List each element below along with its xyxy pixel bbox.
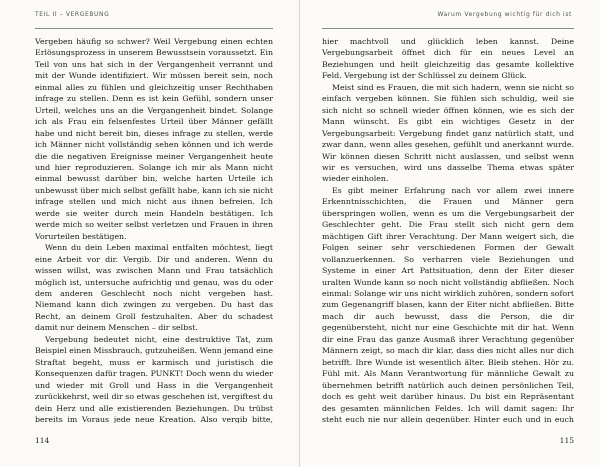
running-head <box>0 8 299 20</box>
body-text <box>35 36 273 423</box>
right-page <box>300 0 600 467</box>
page-number: 114 <box>35 436 50 445</box>
header-rule <box>322 28 574 29</box>
paragraph: Vergeben häufig so schwer? Weil Vergebung einen echten Erlösungsprozess in unserem Bewusstsein voraussetzt. Ein Teil von uns hat sich in der Vergangenheit verrannt und mit der Wunde identifiziert. Wir müssen bereit sein, noch einmal alles zu fühlen und gleichzeitig unser Rechthaben infrage zu stellen. Denn es ist kein Gefühl, sondern unser Urteil, welches uns an die Vergangenheit bindet. Solange ich als Frau ein felsenfestes Urteil über Männer gefällt habe und nicht bereit bin, dieses infrage zu stellen, werde ich Männer nicht vollständig sehen können und ich werde die die negativen Ereignisse meiner Vergangenheit heute und hier reproduzieren. Solange ich mir als Mann nicht einmal bewusst darüber bin, welche harten Urteile ich unbewusst über mich selbst gefällt habe, kann ich sie nicht infrage stellen und mich nicht aus ihnen befreien. Ich werde sie weiter durch mein Handeln bestätigen. Ich werde mich so weiter selbst verletzen und Frauen in ihren Vorurteilen bestätigen. <box>35 37 273 241</box>
paragraph: hier machtvoll und glücklich leben kannst. Deine Vergebungsarbeit öffnet dich für ein neues Level an Beziehungen und heilt gleichzeitig das gesamte kollektive Feld. Vergebung ist der Schlüssel zu deinem Glück. <box>322 37 574 81</box>
paragraph: Es gibt meiner Erfahrung nach vor allem zwei innere Erkenntnisschichten, die Frauen und Männer gern überspringen wollen, wenn es um die Vergebungsarbeit der Geschlechter geht. Die Frau stellt sich nicht gern dem mächtigen Gift ihrer Verachtung. Der Mann weigert sich, die Folgen seiner sehr verschiedenen Formen der Gewalt vollanzuerkennen. So verharren viele Beziehungen und Systeme in einer Art Pattsituation, denn der Eiter dieser uralten Wunde kann so noch nicht vollständig abfließen. Noch einmal: Solange wir uns nicht wirklich zuhören, sondern sofort zum Gegenangriff blasen, kann der Eiter nicht abfließen. Bitte mach dir auch bewusst, dass die Person, die dir gegenübersteht, nicht nur eine Geschichte mit dir hat. Wenn dir eine Frau das ganze Ausmaß ihrer Verachtung gegenüber Männern zeigt, so mach dir klar, dass dies nicht alles nur dich betrifft. Ihre Wunde ist wesentlich älter. Bleib stehen. Hör zu. Fühl mit. Als Mann Verantwortung für männliche Gewalt zu übernehmen betrifft natürlich auch deinen persönlichen Teil, doch es geht weit darüber hinaus. Du bist ein Repräsentant des gesamten männlichen Feldes. Ich will damit sagen: Ihr steht euch nie nur allein gegenüber. Hinter euch und in euch <box>322 185 574 423</box>
paragraph: Vergebung bedeutet nicht, eine destruktive Tat, zum Beispiel einen Missbrauch, gutzuheißen. Wenn jemand eine Straftat begeht, muss er karmisch und juristisch die Konsequenzen dafür tragen. PUNKT! Doch wenn du wieder und wieder mit Groll und Hass in die Vergangenheit zurückkehrst, weil dir so etwas geschehen ist, vergiftest du dein Herz und alle existierenden Beziehungen. Du trübst bereits im Voraus jede neue Kreation. Also vergib bitte, <box>35 334 273 423</box>
running-head <box>300 8 600 20</box>
paragraph: Wenn du dein Leben maximal entfalten möchtest, liegt eine Arbeit vor dir. Vergib. Dir und anderen. Wenn du wissen willst, was zwischen Mann und Frau tatsächlich möglich ist, untersuche aufrichtig und genau, was du oder dem anderen Geschlecht noch nicht vergeben hast. Niemand kann dich zwingen zu vergeben. Du hast das Recht, an deinem Groll festzuhalten. Aber du schadest damit nur deinem Menschen – dir selbst. <box>35 243 273 333</box>
running-head-text: Warum Vergebung wichtig für dich ist <box>437 11 572 18</box>
header-rule <box>35 28 273 29</box>
running-head-text: TEIL II – VERGEBUNG <box>35 11 110 18</box>
body-text <box>322 36 574 423</box>
paragraph: Meist sind es Frauen, die mit sich hadern, wenn sie nicht so einfach vergeben können. Sie fühlen sich schuldig, weil sie sich nicht so schnell wieder öffnen können, wie es sich der Mann wünscht. Es gibt ein wichtiges Gesetz in der Vergebungsarbeit: Vergebung findet ganz natürlich statt, und zwar dann, wenn alles gesehen, gefühlt und anerkannt wurde. Wir können diesen Schritt nicht auslassen, und selbst wenn wir es versuchen, wird uns dasselbe Thema etwas später wieder einholen. <box>322 82 574 184</box>
page-number: 115 <box>559 436 574 445</box>
